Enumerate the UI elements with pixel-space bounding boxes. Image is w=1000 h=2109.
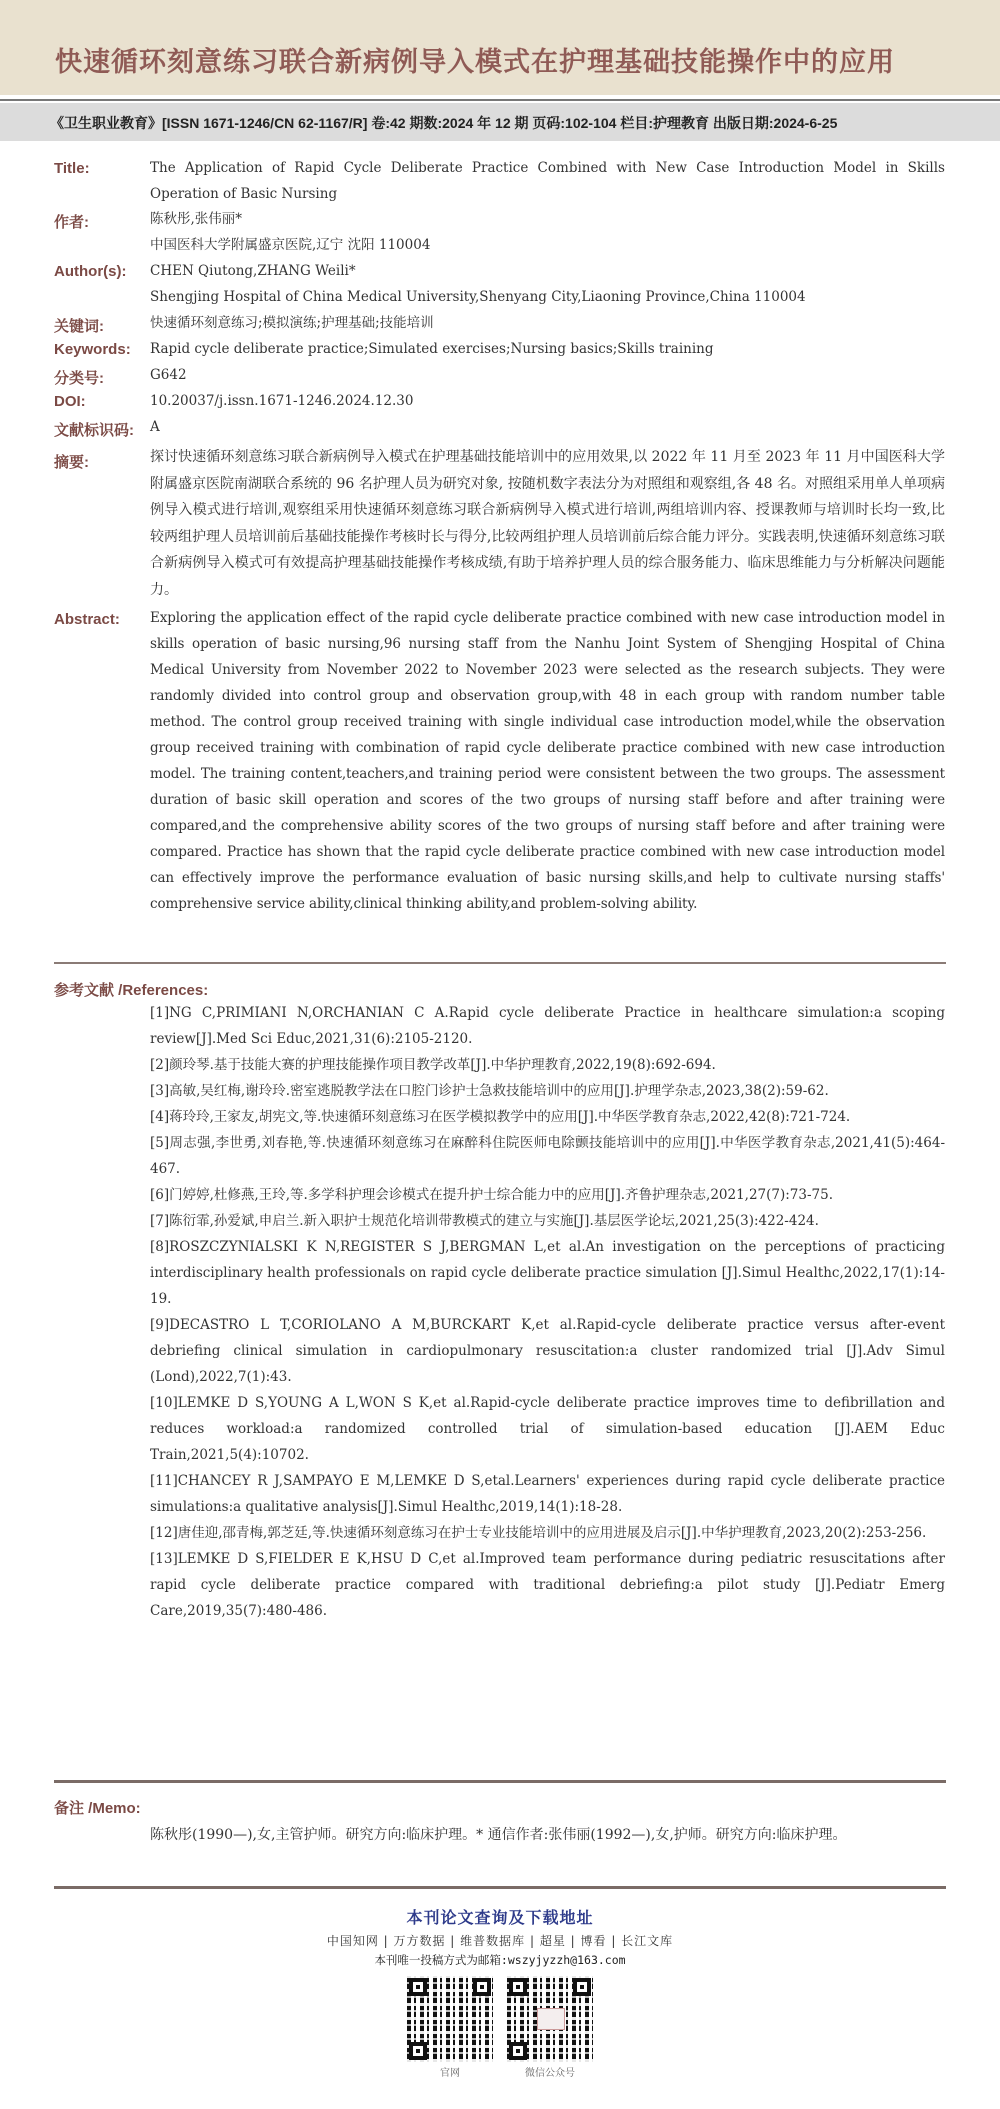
doi-label: DOI:	[54, 393, 86, 410]
abstract-en-label: Abstract:	[54, 611, 120, 628]
qr-caption: 官网	[440, 2068, 460, 2079]
qr-code-icon	[407, 1976, 493, 2062]
doc-code-label: 文献标识码:	[54, 422, 134, 439]
keywords-en-label: Keywords:	[54, 341, 131, 358]
abstract-en: Exploring the application effect of the rapid cycle deliberate practice combined with new case introduction model in skills operation of basic nursing,96 nursing staff from the Nanhu Joint System of Shengjing Hospital of China Medical University from November 2022 to November 2023 were selected as the research subjects. They were randomly divided into control group and observation group,with 48 in each group with random number table method. The control group received training with single individual case introduction model,while the observation group received training with combination of rapid cycle deliberate practice combined with new case introduction model. The training content,teachers,and training period were consistent between the two groups. The assessment duration of basic skill operation and scores of the two groups of nursing staff before and after training were compared,and the comprehensive ability scores of the two groups of nursing staff before and after training were compared. Practice has shown that the rapid cycle deliberate practice combined with new case introduction model can effectively improve the performance evaluation of basic nursing skills,and help to cultivate nursing staffs' comprehensive service ability,clinical thinking ability,and problem-solving ability.	[150, 610, 945, 912]
doc-code-value: A	[150, 419, 160, 435]
footer-title: 本刊论文查询及下载地址	[406, 1908, 594, 1927]
title-value: The Application of Rapid Cycle Deliberate Practice Combined with New Case Introduction Model in Skills Operation of Basic Nursing	[150, 160, 945, 202]
reference-item: [3]高敏,吴红梅,谢玲玲.密室逃脱教学法在口腔门诊护士急救技能培训中的应用[J].护理学杂志,2023,38(2):59-62.	[150, 1083, 829, 1099]
section-divider	[54, 1886, 946, 1889]
qr-finder-icon	[473, 1978, 491, 1996]
footer	[0, 1905, 1000, 2079]
qr-finder-icon	[509, 2042, 527, 2060]
reference-item: [6]门婷婷,杜修燕,王玲,等.多学科护理会诊模式在提升护士综合能力中的应用[J].齐鲁护理杂志,2021,27(7):73-75.	[150, 1187, 834, 1203]
reference-item: [2]颜玲琴.基于技能大赛的护理技能操作项目教学改革[J].中华护理教育,2022,19(8):692-694.	[150, 1057, 716, 1073]
authors-cn: 陈秋彤,张伟丽*	[150, 211, 243, 227]
qr-finder-icon	[409, 2042, 427, 2060]
references-list	[150, 1000, 945, 1624]
abstract-cn: 探讨快速循环刻意练习联合新病例导入模式在护理基础技能培训中的应用效果,以 2022 年 11 月至 2023 年 11 月中国医科大学附属盛京医院南湖联合系统的 96 名护理人员为研究对象, 按随机数字表法分为对照组和观察组,各 48 名。对照组采用单人单项病例导入模式进行培训,观察组采用快速循环刻意练习联合新病例导入模式进行培训,两组培训内容、授课教师与培训时长均一致,比较两组护理人员培训前后基础技能操作考核时长与得分,比较两组护理人员培训前后综合能力评分。实践表明,快速循环刻意练习联合新病例导入模式可有效提高护理基础技能操作考核成绩,有助于培养护理人员的综合服务能力、临床思维能力与分析解决问题能力。	[150, 449, 945, 598]
reference-item: [4]蒋玲玲,王家友,胡宪文,等.快速循环刻意练习在医学模拟教学中的应用[J].中华医学教育杂志,2022,42(8):721-724.	[150, 1109, 851, 1125]
section-divider	[54, 962, 946, 964]
qr-finder-icon	[409, 1978, 427, 1996]
reference-item: [12]唐佳迎,邵青梅,郭芝廷,等.快速循环刻意练习在护士专业技能培训中的应用进展及启示[J].中华护理教育,2023,20(2):253-256.	[150, 1525, 927, 1541]
qr-codes	[0, 1976, 1000, 2079]
keywords-cn: 快速循环刻意练习;模拟演练;护理基础;技能培训	[150, 315, 434, 331]
reference-item: [9]DECASTRO L T,CORIOLANO A M,BURCKART K,et al.Rapid-cycle deliberate practice versus after-event debriefing clinical simulation in cardiopulmonary resuscitation:a cluster randomized trial [J].Adv Simul (Lond),2022,7(1):43.	[150, 1317, 945, 1385]
reference-item: [13]LEMKE D S,FIELDER E K,HSU D C,et al.Improved team performance during pediatric resuscitations after rapid cycle deliberate practice compared with traditional debriefing:a pilot study [J].Pediatr Emerg Care,2019,35(7):480-486.	[150, 1551, 945, 1619]
affiliation-en: Shengjing Hospital of China Medical University,Shenyang City,Liaoning Province,China 110004	[150, 289, 806, 305]
article-title-cn: 快速循环刻意练习联合新病例导入模式在护理基础技能操作中的应用	[55, 47, 895, 78]
title-label: Title:	[54, 160, 90, 177]
qr-code-icon	[507, 1976, 593, 2062]
reference-item: [8]ROSZCZYNIALSKI K N,REGISTER S J,BERGMAN L,et al.An investigation on the perceptions of practicing interdisciplinary health professionals on rapid cycle deliberate practice simulation [J].Simul Healthc,2022,17(1):14-19.	[150, 1239, 945, 1307]
journal-logo-icon	[537, 2008, 565, 2030]
memo-text: 陈秋彤(1990—),女,主管护师。研究方向:临床护理。* 通信作者:张伟丽(1992—),女,护师。研究方向:临床护理。	[150, 1827, 847, 1843]
qr-finder-icon	[509, 1978, 527, 1996]
memo-label: 备注 /Memo:	[54, 1800, 141, 1817]
doi-value[interactable]: 10.20037/j.issn.1671-1246.2024.12.30	[150, 393, 414, 409]
keywords-en: Rapid cycle deliberate practice;Simulated exercises;Nursing basics;Skills training	[150, 341, 714, 357]
submission-email[interactable]: 本刊唯一投稿方式为邮箱:wszyjyzzh@163.com	[374, 1953, 626, 1967]
reference-item: [1]NG C,PRIMIANI N,ORCHANIAN C A.Rapid cycle deliberate Practice in healthcare simulation:a scoping review[J].Med Sci Educ,2021,31(6):2105-2120.	[150, 1005, 945, 1047]
abstract-cn-label: 摘要:	[54, 454, 89, 471]
authors-en: CHEN Qiutong,ZHANG Weili*	[150, 263, 356, 279]
qr-website[interactable]	[407, 1976, 493, 2079]
keywords-cn-label: 关键词:	[54, 318, 104, 335]
authors-cn-label: 作者:	[54, 214, 89, 231]
classification-value: G642	[150, 367, 187, 383]
reference-item: [10]LEMKE D S,YOUNG A L,WON S K,et al.Rapid-cycle deliberate practice improves time to defibrillation and reduces workload:a randomized controlled trial of simulation-based education [J].AEM Educ Train,2021,5(4):10702.	[150, 1395, 945, 1463]
qr-wechat[interactable]	[507, 1976, 593, 2079]
qr-finder-icon	[573, 1978, 591, 1996]
qr-caption: 微信公众号	[525, 2068, 575, 2079]
journal-meta: 《卫生职业教育》[ISSN 1671-1246/CN 62-1167/R] 卷:42 期数:2024 年 12 期 页码:102-104 栏目:护理教育 出版日期:2024-6-25	[50, 115, 838, 131]
header-divider	[0, 99, 1000, 101]
reference-item: [7]陈衍霏,孙爱斌,申启兰.新入职护士规范化培训带教模式的建立与实施[J].基层医学论坛,2021,25(3):422-424.	[150, 1213, 819, 1229]
reference-item: [11]CHANCEY R J,SAMPAYO E M,LEMKE D S,etal.Learners' experiences during rapid cycle deliberate practice simulations:a qualitative analysis[J].Simul Healthc,2019,14(1):18-28.	[150, 1473, 945, 1515]
authors-en-label: Author(s):	[54, 263, 127, 280]
affiliation-cn: 中国医科大学附属盛京医院,辽宁 沈阳 110004	[150, 237, 431, 253]
references-label: 参考文献 /References:	[54, 982, 209, 999]
section-divider	[54, 1780, 946, 1783]
reference-item: [5]周志强,李世勇,刘春艳,等.快速循环刻意练习在麻醉科住院医师电除颤技能培训中的应用[J].中华医学教育杂志,2021,41(5):464-467.	[150, 1135, 945, 1177]
database-list: 中国知网 | 万方数据 | 维普数据库 | 超星 | 博看 | 长江文库	[326, 1934, 674, 1948]
classification-label: 分类号:	[54, 370, 104, 387]
